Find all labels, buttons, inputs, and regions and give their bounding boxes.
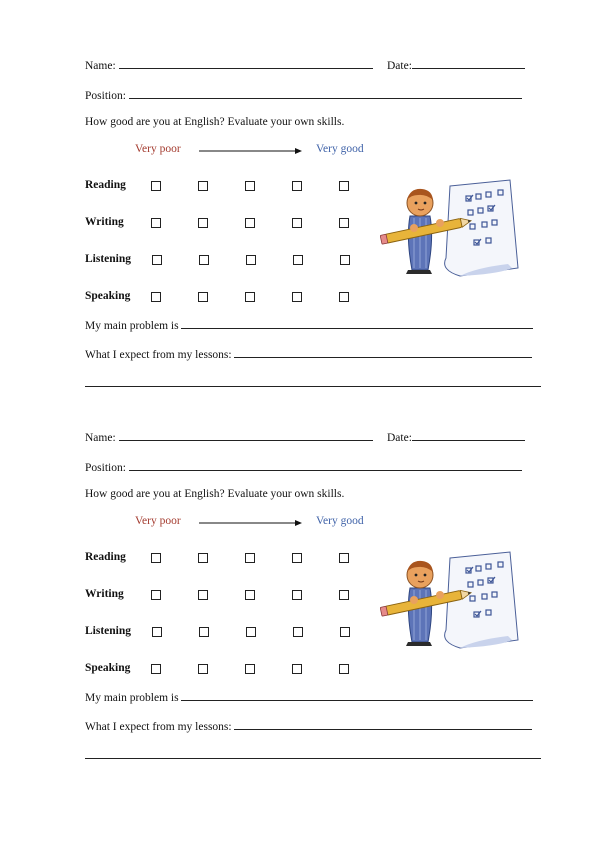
name-row [85,430,373,444]
rating-checkbox-2[interactable] [198,664,208,674]
man-with-pencil-and-checklist-icon [380,550,520,650]
main-problem-label: My main problem is [85,320,179,332]
date-field[interactable] [412,58,525,69]
scale-low-label: Very poor [135,143,181,155]
rating-checkbox-2[interactable] [198,590,208,600]
rating-checkbox-2[interactable] [198,181,208,191]
rating-checkbox-3[interactable] [245,590,255,600]
main-problem-field[interactable] [181,690,533,701]
date-label: Date: [387,60,412,72]
rating-checkbox-5[interactable] [339,181,349,191]
expectations-field[interactable] [234,719,532,730]
rating-checkbox-4[interactable] [292,664,302,674]
rating-checkbox-3[interactable] [245,553,255,563]
rating-checkbox-4[interactable] [292,218,302,228]
rating-checkbox-3[interactable] [245,664,255,674]
skill-label: Listening [85,625,132,637]
rating-checkbox-5[interactable] [339,292,349,302]
name-field[interactable] [119,58,373,69]
rating-checkbox-1[interactable] [152,627,162,637]
expectations-label: What I expect from my lessons: [85,721,232,733]
man-with-pencil-and-checklist-icon [380,178,520,278]
rating-checkbox-4[interactable] [292,181,302,191]
scale-high-label: Very good [316,515,364,527]
expectations-field[interactable] [234,347,532,358]
main-problem-row [85,318,533,332]
rating-checkbox-1[interactable] [151,664,161,674]
skill-label: Writing [85,216,124,228]
rating-checkbox-5[interactable] [340,627,350,637]
expectations-row [85,719,532,733]
expectations-row [85,347,532,361]
rating-checkbox-3[interactable] [246,627,256,637]
position-label: Position: [85,90,126,102]
rating-scale [135,143,395,159]
rating-checkbox-5[interactable] [339,553,349,563]
scale-high-label: Very good [316,143,364,155]
position-row [85,88,522,102]
rating-checkbox-3[interactable] [245,218,255,228]
evaluation-form-1 [0,0,595,372]
position-row [85,460,522,474]
rating-checkbox-3[interactable] [245,181,255,191]
expectations-label: What I expect from my lessons: [85,349,232,361]
rating-checkbox-5[interactable] [339,590,349,600]
rating-scale [135,515,395,531]
rating-checkbox-4[interactable] [292,590,302,600]
rating-checkbox-4[interactable] [292,553,302,563]
skill-label: Speaking [85,290,131,302]
rating-checkbox-3[interactable] [245,292,255,302]
rating-checkbox-1[interactable] [151,292,161,302]
skill-label: Reading [85,179,126,191]
position-field[interactable] [129,88,522,99]
rating-checkbox-4[interactable] [293,255,303,265]
rating-checkbox-5[interactable] [339,664,349,674]
rating-checkbox-1[interactable] [152,255,162,265]
question-text: How good are you at English? Evaluate your own skills. [85,116,345,128]
date-label: Date: [387,432,412,444]
question-text: How good are you at English? Evaluate your own skills. [85,488,345,500]
name-label: Name: [85,60,116,72]
main-problem-label: My main problem is [85,692,179,704]
rating-checkbox-1[interactable] [151,218,161,228]
position-field[interactable] [129,460,522,471]
main-problem-field[interactable] [181,318,533,329]
rating-checkbox-2[interactable] [198,218,208,228]
arrow-right-icon [199,146,303,156]
rating-checkbox-2[interactable] [199,255,209,265]
rating-checkbox-1[interactable] [151,590,161,600]
date-row [387,430,525,444]
rating-checkbox-2[interactable] [198,553,208,563]
rating-checkbox-2[interactable] [198,292,208,302]
scale-low-label: Very poor [135,515,181,527]
position-label: Position: [85,462,126,474]
expectations-field-continued[interactable] [85,758,541,759]
evaluation-form-2 [0,372,595,744]
rating-checkbox-5[interactable] [339,218,349,228]
rating-checkbox-1[interactable] [151,181,161,191]
rating-checkbox-1[interactable] [151,553,161,563]
rating-checkbox-2[interactable] [199,627,209,637]
name-field[interactable] [119,430,373,441]
date-row [387,58,525,72]
rating-checkbox-4[interactable] [292,292,302,302]
skill-label: Writing [85,588,124,600]
rating-checkbox-4[interactable] [293,627,303,637]
skill-label: Reading [85,551,126,563]
main-problem-row [85,690,533,704]
rating-checkbox-3[interactable] [246,255,256,265]
name-row [85,58,373,72]
date-field[interactable] [412,430,525,441]
name-label: Name: [85,432,116,444]
skill-label: Listening [85,253,132,265]
skill-label: Speaking [85,662,131,674]
arrow-right-icon [199,518,303,528]
rating-checkbox-5[interactable] [340,255,350,265]
